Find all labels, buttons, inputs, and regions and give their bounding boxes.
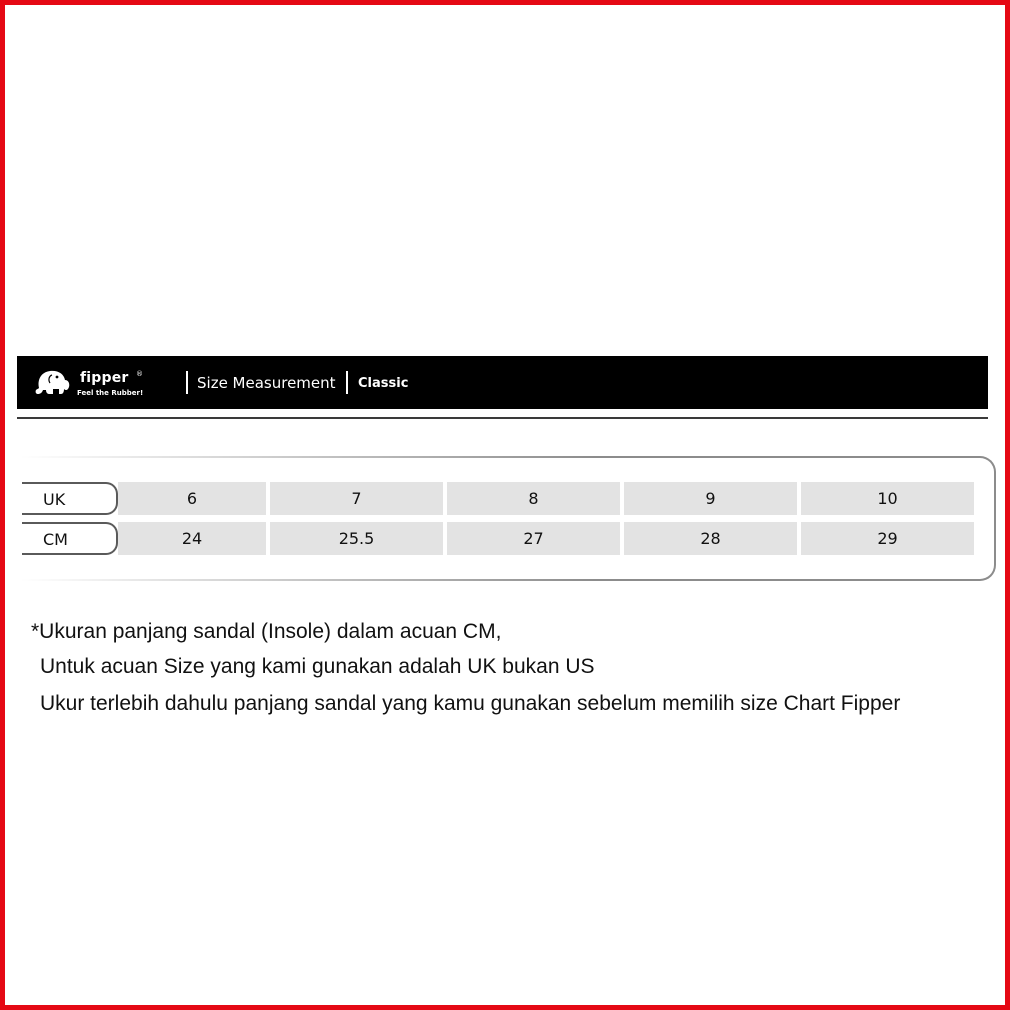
size-cell-cm: 27 xyxy=(447,522,620,555)
row-label-text: UK xyxy=(43,490,66,509)
row-label-cm xyxy=(22,522,118,555)
size-cell-cm: 25.5 xyxy=(270,522,443,555)
section-title: Size Measurement xyxy=(197,374,336,392)
brand-registered-mark: ® xyxy=(136,370,143,378)
size-cell-uk: 9 xyxy=(624,482,797,515)
row-label-text: CM xyxy=(43,530,68,549)
note-measure-first: Ukur terlebih dahulu panjang sandal yang kamu gunakan sebelum memilih size Chart Fipper xyxy=(40,692,901,715)
note-insole: *Ukuran panjang sandal (Insole) dalam acuan CM, xyxy=(31,620,502,643)
size-cell-uk: 10 xyxy=(801,482,974,515)
size-table-frame xyxy=(20,456,996,581)
header-divider xyxy=(186,371,188,394)
model-name: Classic xyxy=(358,376,409,391)
note-uk-reference: Untuk acuan Size yang kami gunakan adalah UK bukan US xyxy=(40,655,595,678)
size-cell-uk: 7 xyxy=(270,482,443,515)
header-bar xyxy=(17,356,988,409)
size-cell-uk: 8 xyxy=(447,482,620,515)
brand-logo xyxy=(33,366,173,400)
elephant-icon xyxy=(33,366,73,396)
brand-tagline: Feel the Rubber! xyxy=(77,389,144,397)
size-cell-cm: 24 xyxy=(118,522,266,555)
header-underline xyxy=(17,417,988,419)
size-cell-cm: 28 xyxy=(624,522,797,555)
size-cell-uk: 6 xyxy=(118,482,266,515)
header-divider xyxy=(346,371,348,394)
brand-name: fipper xyxy=(80,370,129,386)
size-cell-cm: 29 xyxy=(801,522,974,555)
row-label-uk xyxy=(22,482,118,515)
